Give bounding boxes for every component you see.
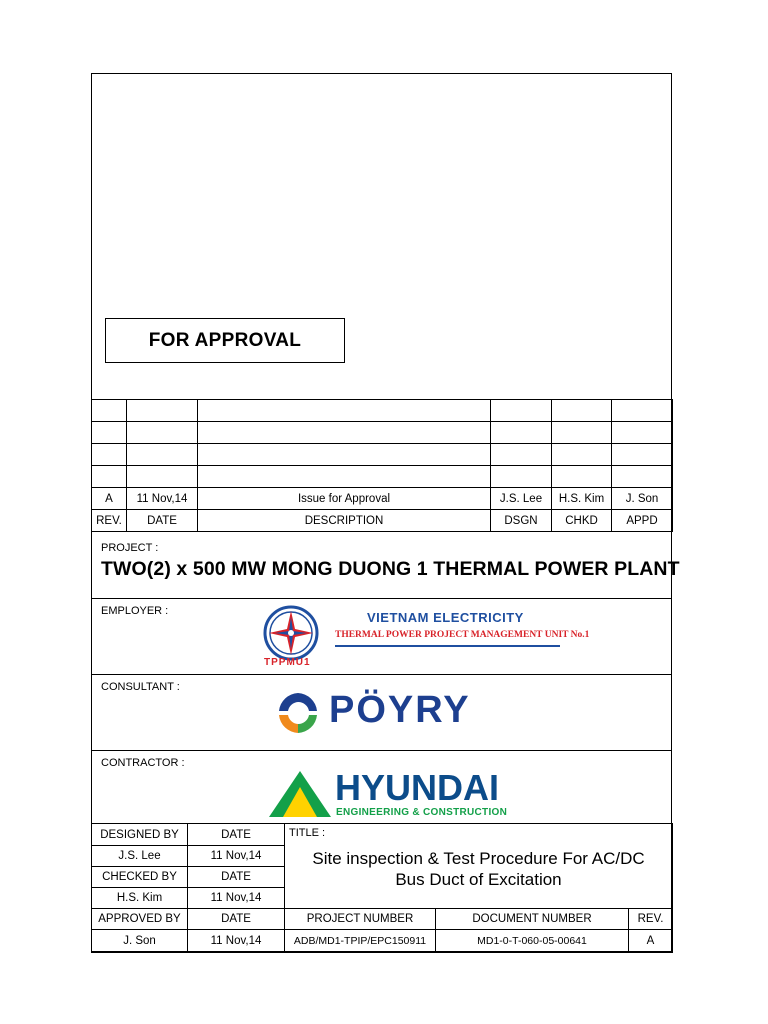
poyry-logo-icon bbox=[273, 689, 323, 737]
chkd-cell bbox=[552, 466, 612, 488]
title-block-table bbox=[91, 823, 673, 953]
date-cell bbox=[127, 444, 198, 466]
revision-row bbox=[92, 422, 673, 444]
appd-cell: J. Son bbox=[612, 488, 673, 510]
designed-date-label: DATE bbox=[188, 824, 285, 846]
evn-logo-underline bbox=[335, 645, 560, 647]
designed-by-label: DESIGNED BY bbox=[92, 824, 188, 846]
evn-logo-name: VIETNAM ELECTRICITY bbox=[367, 610, 524, 625]
evn-logo-abbr: TPPMU1 bbox=[264, 657, 311, 668]
rev-cell bbox=[92, 400, 127, 422]
description-cell bbox=[198, 444, 491, 466]
consultant-label: CONSULTANT : bbox=[101, 681, 180, 693]
rev-cell bbox=[92, 466, 127, 488]
approval-stamp: FOR APPROVAL bbox=[105, 318, 345, 363]
designed-by-value: J.S. Lee bbox=[92, 846, 188, 867]
date-cell: 11 Nov,14 bbox=[127, 488, 198, 510]
date-cell bbox=[127, 422, 198, 444]
approved-by-label: APPROVED BY bbox=[92, 909, 188, 930]
date-cell bbox=[127, 400, 198, 422]
rev-cell: A bbox=[92, 488, 127, 510]
project-label: PROJECT : bbox=[101, 542, 159, 554]
title-cell bbox=[285, 824, 673, 909]
document-number-value: MD1-0-T-060-05-00641 bbox=[436, 930, 629, 953]
dsgn-cell bbox=[491, 400, 552, 422]
dsgn-cell bbox=[491, 422, 552, 444]
project-number-label: PROJECT NUMBER bbox=[285, 909, 436, 930]
revision-row bbox=[92, 400, 673, 422]
project-title: TWO(2) x 500 MW MONG DUONG 1 THERMAL POWER PLANT bbox=[101, 558, 680, 580]
designed-date-value: 11 Nov,14 bbox=[188, 846, 285, 867]
checked-by-label: CHECKED BY bbox=[92, 867, 188, 888]
rev-cell bbox=[92, 444, 127, 466]
description-cell bbox=[198, 422, 491, 444]
project-number-value: ADB/MD1-TPIP/EPC150911 bbox=[285, 930, 436, 953]
revision-header-row bbox=[92, 510, 673, 532]
revision-table bbox=[91, 399, 673, 532]
document-number-label: DOCUMENT NUMBER bbox=[436, 909, 629, 930]
checked-date-label: DATE bbox=[188, 867, 285, 888]
appd-cell bbox=[612, 444, 673, 466]
chkd-cell: H.S. Kim bbox=[552, 488, 612, 510]
appd-cell bbox=[612, 466, 673, 488]
revision-row bbox=[92, 488, 673, 510]
document-title-line-1: Site inspection & Test Procedure For AC/DC bbox=[312, 849, 645, 868]
document-title bbox=[285, 848, 672, 890]
contractor-section bbox=[91, 750, 672, 823]
date-header: DATE bbox=[127, 510, 198, 532]
project-section bbox=[91, 531, 680, 598]
poyry-logo-name: PÖYRY bbox=[329, 689, 471, 731]
contractor-label: CONTRACTOR : bbox=[101, 757, 185, 769]
rev-cell bbox=[92, 422, 127, 444]
description-header: DESCRIPTION bbox=[198, 510, 491, 532]
appd-cell bbox=[612, 400, 673, 422]
description-cell bbox=[198, 400, 491, 422]
description-cell bbox=[198, 466, 491, 488]
document-title-line-2: Bus Duct of Excitation bbox=[395, 870, 562, 889]
description-cell: Issue for Approval bbox=[198, 488, 491, 510]
dsgn-cell: J.S. Lee bbox=[491, 488, 552, 510]
hyundai-logo-subtitle: ENGINEERING & CONSTRUCTION bbox=[336, 807, 508, 818]
rev-number-label: REV. bbox=[629, 909, 673, 930]
appd-cell bbox=[612, 422, 673, 444]
approved-date-label: DATE bbox=[188, 909, 285, 930]
dsgn-header: DSGN bbox=[491, 510, 552, 532]
dsgn-cell bbox=[491, 466, 552, 488]
date-cell bbox=[127, 466, 198, 488]
employer-section bbox=[91, 598, 672, 674]
hyundai-logo-name: HYUNDAI bbox=[335, 767, 500, 808]
approved-date-value: 11 Nov,14 bbox=[188, 930, 285, 953]
chkd-cell bbox=[552, 400, 612, 422]
checked-by-value: H.S. Kim bbox=[92, 888, 188, 909]
chkd-header: CHKD bbox=[552, 510, 612, 532]
revision-row bbox=[92, 466, 673, 488]
dsgn-cell bbox=[491, 444, 552, 466]
employer-label: EMPLOYER : bbox=[101, 605, 169, 617]
title-label: TITLE : bbox=[289, 827, 326, 839]
chkd-cell bbox=[552, 444, 612, 466]
rev-number-value: A bbox=[629, 930, 673, 953]
consultant-section bbox=[91, 674, 672, 750]
revision-row bbox=[92, 444, 673, 466]
appd-header: APPD bbox=[612, 510, 673, 532]
chkd-cell bbox=[552, 422, 612, 444]
rev-header: REV. bbox=[92, 510, 127, 532]
hyundai-logo-icon bbox=[267, 769, 333, 819]
checked-date-value: 11 Nov,14 bbox=[188, 888, 285, 909]
approved-by-value: J. Son bbox=[92, 930, 188, 953]
evn-logo-subtitle: THERMAL POWER PROJECT MANAGEMENT UNIT No.1 bbox=[335, 630, 590, 640]
